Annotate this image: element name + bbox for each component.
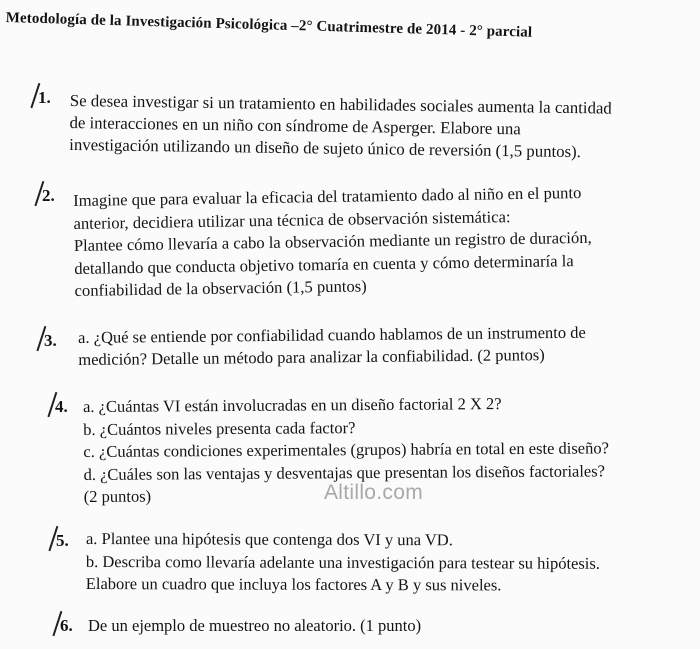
tick-mark [36, 326, 61, 356]
question-2-text: Imagine que para evaluar la eficacia del tratamiento dado al niño en el punto anterior, decidiera utilizar una técnica de observación sistemática: Plantee cómo llevaría a cabo la observación mediante un registro de duración, detallando que conducta objetivo tomaría en cuenta y cómo determinaría la confiabilidad de la observación (1,5 puntos) [73, 183, 592, 300]
question-6-text: De un ejemplo de muestreo no aleatorio. (1 punto) [88, 616, 422, 635]
watermark: Altillo.com [324, 481, 423, 504]
question-1-number: 1. [38, 88, 51, 108]
question-5-text: a. Plantee una hipótesis que contenga dos VI y una VD. b. Describa como llevaría adelante una investigación para testear su hipótesis. Elabore un cuadro que incluya los factores A y B y sus niveles. [85, 529, 600, 595]
tick-mark [52, 611, 77, 641]
tick-mark [34, 181, 59, 211]
question-3-number: 3. [44, 331, 57, 351]
tick-mark [30, 83, 55, 113]
tick-mark [47, 392, 72, 422]
exam-title: Metodología de la Investigación Psicológica –2° Cuatrimestre de 2014 - 2° parcial [5, 10, 533, 41]
question-1-text: Se desea investigar si un tratamiento en habilidades sociales aumenta la cantidad de interacciones en un niño con síndrome de Asperger. Elabore una investigación utilizando un diseño de sujeto único de reversión (1,5 puntos). [69, 90, 612, 162]
tick-mark [48, 526, 73, 556]
question-3-text: a. ¿Qué se entiende por confiabilidad cuando hablamos de un instrumento de medición? Detalle un método para analizar la confiabilidad. (2 puntos) [78, 322, 586, 369]
question-2-number: 2. [42, 186, 55, 206]
question-5-number: 5. [56, 531, 69, 551]
question-4-number: 4. [55, 397, 68, 417]
question-6-number: 6. [60, 616, 73, 636]
question-4-text: a. ¿Cuántas VI están involucradas en un diseño factorial 2 X 2? b. ¿Cuántos niveles presenta cada factor? c. ¿Cuántas condiciones experimentales (grupos) habría en total en este diseño? d. ¿Cuáles son las ventajas y desventajas que presentan los diseños factoriales? (2 puntos) [83, 394, 609, 507]
